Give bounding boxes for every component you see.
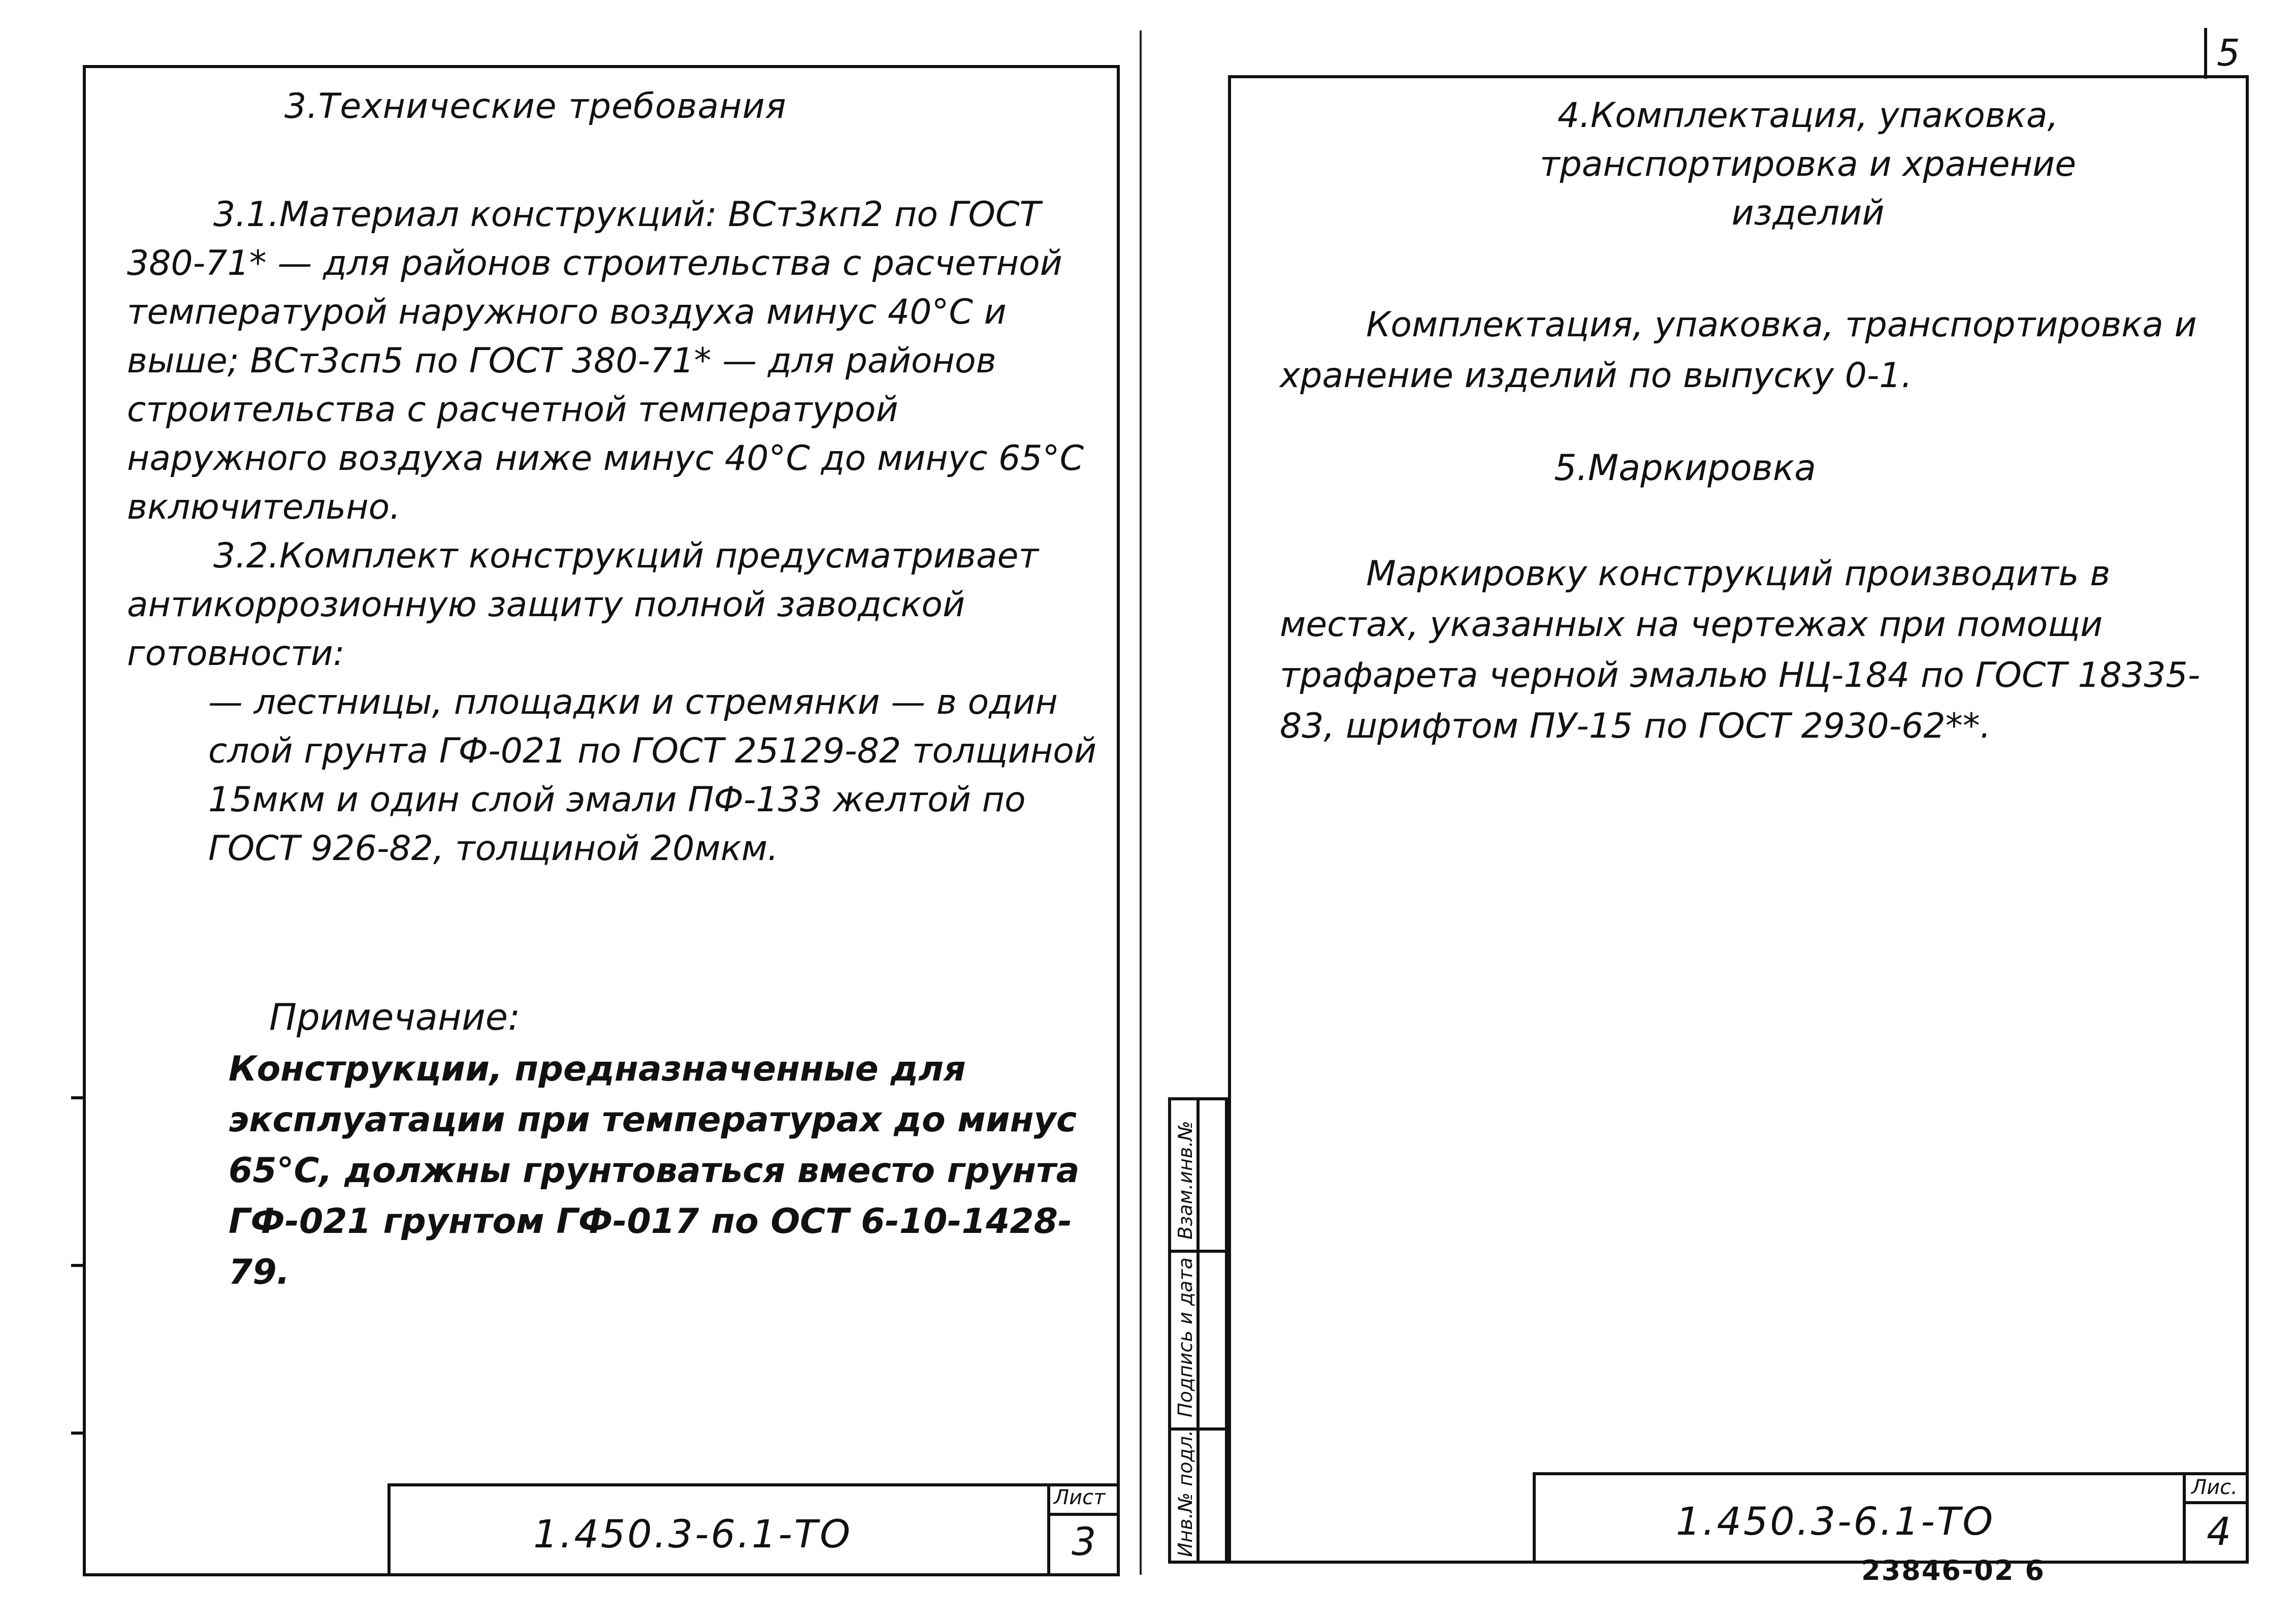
right-section-title xyxy=(1452,91,2163,238)
left-sheet-divider xyxy=(1047,1513,1120,1516)
requirement-3-2: 3.2.Комплект конструкций предусматривает антикоррозионную защиту полной заводской готовности: xyxy=(127,536,1039,674)
requirement-3-1: 3.1.Материал конструкций: ВСт3кп2 по ГОСТ 380-71* — для районов строительства с расчетной температурой наружного воздуха минус 40°С и выше; ВСт3сп5 по ГОСТ 380-71* — для районов строительства с расчетной температурой наружного воздуха ниже минус 40°С до минус 65°С включительно. xyxy=(127,195,1084,527)
right-sheet-label: Лис. xyxy=(2191,1476,2238,1499)
archive-code: 23846-02 6 xyxy=(1861,1554,2045,1586)
page-number: 5 xyxy=(2217,31,2240,74)
side-stamp-label-signature: Подпись и дата xyxy=(1174,1257,1196,1417)
right-document-code: 1.450.3-6.1-ТО xyxy=(1676,1499,1995,1544)
center-fold-line xyxy=(1140,30,1142,1575)
marking-heading: 5.Маркировка xyxy=(1554,447,1816,489)
note-text: Конструкции, предназначенные для эксплуатации при температурах до минус 65°С, должны грунтоваться вместо грунта ГФ-021 грунтом ГФ-017 по ОСТ 6-10-1428-79. xyxy=(229,1049,1080,1292)
right-sheet-divider xyxy=(2183,1501,2249,1504)
right-title-line3: изделий xyxy=(1731,193,1885,233)
right-title-line1: 4.Комплектация, упаковка, xyxy=(1557,96,2059,136)
right-sheet-body xyxy=(1280,300,2229,401)
note-heading: Примечание: xyxy=(269,996,521,1038)
left-sheet-number: 3 xyxy=(1072,1519,1096,1564)
marking-paragraph xyxy=(1280,549,2229,752)
packaging-paragraph: Комплектация, упаковка, транспортировка и хранение изделий по выпуску 0-1. xyxy=(1280,305,2197,396)
right-title-line2: транспортировка и хранение xyxy=(1539,144,2077,184)
left-document-code: 1.450.3-6.1-ТО xyxy=(533,1511,853,1557)
coating-list-item: — лестницы, площадки и стремянки — в один слой грунта ГФ-021 по ГОСТ 25129-82 толщиной 15мкм и один слой эмали ПФ-133 желтой по ГОСТ 926-82, толщиной 20мкм. xyxy=(208,682,1097,869)
margin-tick xyxy=(71,1432,83,1435)
margin-tick xyxy=(71,1264,83,1267)
right-sheet-frame xyxy=(1228,75,2249,1564)
left-sheet-body xyxy=(127,191,1102,873)
left-sheet-label: Лист xyxy=(1054,1486,1106,1509)
right-sheet-number: 4 xyxy=(2207,1509,2232,1554)
side-stamp-label-inventory: Инв.№ подл. xyxy=(1174,1430,1196,1557)
left-section-title: 3.Технические требования xyxy=(284,86,787,126)
marking-text: Маркировку конструкций производить в местах, указанных на чертежах при помощи трафарета черной эмалью НЦ-184 по ГОСТ 18335-83, шрифтом ПУ-15 по ГОСТ 2930-62**. xyxy=(1280,554,2201,746)
side-stamp-inner-line xyxy=(1196,1097,1200,1564)
page-number-bar xyxy=(2204,28,2207,79)
side-stamp-label-replacement: Взам.инв.№ xyxy=(1174,1121,1196,1240)
margin-tick xyxy=(71,1096,83,1099)
